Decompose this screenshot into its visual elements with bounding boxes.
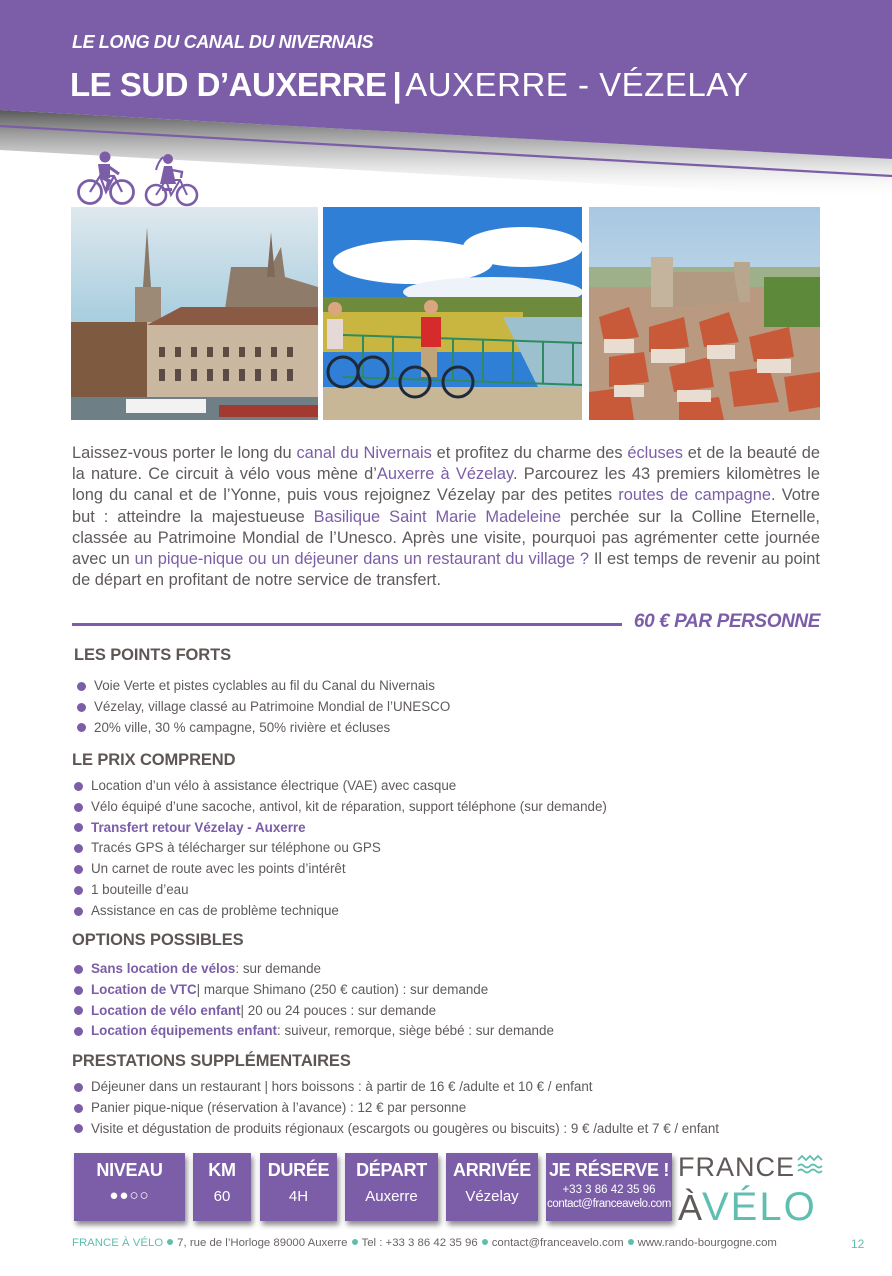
tile-value: 60 [213, 1188, 231, 1205]
tile-reservation[interactable] [546, 1153, 672, 1221]
adult-cyclist-icon [79, 152, 134, 204]
list-item [77, 718, 450, 739]
france-a-velo-logo [676, 1150, 826, 1224]
bullet-icon [74, 965, 83, 974]
bullet-icon [74, 844, 83, 853]
list-item-text: Visite et dégustation de produits régionaux (escargots ou gougères ou biscuits) : 9 € /adulte et 7 € / enfant [91, 1120, 720, 1136]
list-item-strong: Location de vélo enfant [91, 1002, 241, 1018]
bullet-icon [74, 782, 83, 791]
intro-text: Il est temps de revenir au point de départ en profitant de notre service de transfert. [72, 550, 820, 590]
bullet-icon [74, 1083, 83, 1092]
photo-vezelay [589, 207, 820, 420]
tile-label: NIVEAU [96, 1160, 163, 1180]
intro-text: . Parcourez les 43 premiers kilomètres le long du canal et de l’Yonne, puis vous rejoignez Vézelay par des petites [72, 465, 820, 505]
list-item-text: Location d’un vélo à assistance électrique (VAE) avec casque [91, 778, 457, 793]
tile-value: 4H [288, 1188, 309, 1205]
tile-km [193, 1153, 251, 1221]
list-item [74, 1021, 554, 1042]
bullet-icon [74, 886, 83, 895]
list-item [74, 818, 607, 839]
points-forts-list [77, 676, 450, 738]
price-divider [72, 623, 622, 626]
list-item [74, 1001, 554, 1022]
intro-highlight: canal du Nivernais [296, 444, 432, 462]
bullet-icon [77, 723, 86, 732]
tile-niveau [74, 1153, 185, 1221]
section-title-prestations: PRESTATIONS SUPPLÉMENTAIRES [72, 1052, 351, 1070]
intro-highlight: routes de campagne [618, 486, 771, 505]
bullet-icon [77, 682, 86, 691]
list-item-text: : suiveur, remorque, siège bébé : sur demande [277, 1023, 554, 1039]
tile-arrivee [446, 1153, 538, 1221]
page-title [70, 66, 749, 104]
list-item [77, 676, 450, 697]
list-item [74, 901, 607, 922]
tile-value: Vézelay [465, 1188, 519, 1205]
cyclist-icons [76, 150, 202, 208]
logo-text-a: À [678, 1187, 703, 1224]
tile-label: ARRIVÉE [453, 1160, 531, 1180]
photo-auxerre [71, 207, 318, 420]
intro-highlight: Basilique Saint Marie Madeleine [313, 507, 562, 526]
list-item-text: | 20 ou 24 pouces : sur demande [240, 1002, 437, 1018]
list-item [74, 1077, 719, 1098]
list-item-text: | marque Shimano (250 € caution) : sur demande [196, 981, 489, 997]
list-item [74, 959, 554, 980]
bullet-icon [74, 986, 83, 995]
list-item [77, 697, 450, 718]
list-item-strong: Location équipements enfant [91, 1023, 277, 1039]
reserve-label: JE RÉSERVE ! [548, 1160, 670, 1180]
list-item-strong: Transfert retour Vézelay - Auxerre [91, 819, 306, 835]
waves-icon [798, 1156, 822, 1173]
list-item [74, 776, 607, 797]
bullet-icon [74, 1104, 83, 1113]
section-title-options: OPTIONS POSSIBLES [72, 931, 244, 949]
intro-text: Laissez-vous porter le long du [72, 444, 297, 462]
page-kicker: LE LONG DU CANAL DU NIVERNAIS [72, 32, 374, 52]
logo-text-velo: VÉLO [702, 1185, 817, 1224]
section-title-points-forts: LES POINTS FORTS [74, 646, 231, 664]
price-per-person: 60 € PAR PERSONNE [633, 611, 820, 632]
list-item-text: 20% ville, 30 % campagne, 50% rivière et écluses [94, 719, 391, 735]
list-item-text: Un carnet de route avec les points d’intérêt [91, 861, 346, 877]
list-item [74, 980, 554, 1001]
list-item-text: : sur demande [235, 961, 321, 976]
footer-website-link[interactable]: www.rando-bourgogne.com [637, 1237, 777, 1249]
bullet-icon [74, 823, 83, 832]
list-item [74, 797, 607, 818]
list-item [74, 880, 607, 901]
footer-brand: FRANCE À VÉLO [72, 1237, 164, 1249]
intro-text: et de la beauté de la nature. Ce circuit à vélo vous mène d’ [72, 444, 820, 484]
logo-text-france: FRANCE [678, 1152, 796, 1182]
list-item-text: Vézelay, village classé au Patrimoine Mondial de l’UNESCO [94, 698, 451, 714]
list-item [74, 859, 607, 880]
title-route-name: LE SUD D’AUXERRE [70, 66, 387, 103]
list-item-text: Voie Verte et pistes cyclables au fil du Canal du Nivernais [94, 678, 435, 693]
bullet-icon [482, 1239, 488, 1245]
bullet-icon [74, 1027, 83, 1036]
bullet-icon [167, 1239, 173, 1245]
bullet-icon [74, 907, 83, 916]
tile-label: KM [208, 1160, 236, 1180]
intro-text: . Votre but : atteindre la majestueuse [72, 486, 821, 526]
section-title-prix-comprend: LE PRIX COMPREND [72, 751, 236, 769]
list-item-strong: Location de VTC [91, 981, 197, 997]
child-cyclist-icon [146, 154, 197, 205]
bullet-icon [628, 1239, 634, 1245]
tile-duree [260, 1153, 337, 1221]
tile-depart [345, 1153, 438, 1221]
list-item-text: Vélo équipé d’une sacoche, antivol, kit de réparation, support téléphone (sur demande) [91, 798, 607, 814]
list-item [74, 1098, 719, 1119]
intro-highlight: écluses [627, 444, 683, 462]
list-item-text: Assistance en cas de problème technique [91, 902, 339, 918]
list-item [74, 1119, 719, 1140]
bullet-icon [352, 1239, 358, 1245]
footer [72, 1237, 777, 1249]
bullet-icon [77, 703, 86, 712]
footer-email-link[interactable]: contact@franceavelo.com [491, 1237, 624, 1249]
bullet-icon [74, 865, 83, 874]
prix-comprend-list [74, 776, 607, 922]
intro-text: perchée sur la Colline Eternelle, classée au Patrimoine Mondial de l’Unesco. Après une visite, pourquoi pas agrémenter cette journée avec un [72, 507, 820, 569]
photo-cyclists-canal [323, 207, 582, 420]
list-item [74, 838, 607, 859]
title-route-endpoints: AUXERRE - VÉZELAY [405, 66, 749, 103]
footer-phone[interactable]: Tel : +33 3 86 42 35 96 [361, 1237, 478, 1249]
intro-highlight: un pique-nique ou un déjeuner dans un restaurant du village ? [134, 550, 589, 569]
reserve-email[interactable]: contact@franceavelo.com [547, 1198, 671, 1210]
tile-label: DÉPART [356, 1160, 427, 1180]
list-item-strong: Sans location de vélos [91, 961, 236, 976]
tile-label: DURÉE [267, 1160, 330, 1180]
list-item-text: Déjeuner dans un restaurant | hors boissons : à partir de 16 € /adulte et 10 € / enfant [91, 1079, 593, 1094]
bullet-icon [74, 1124, 83, 1133]
intro-paragraph [72, 443, 820, 591]
difficulty-dots-icon: ●●○○ [109, 1187, 150, 1204]
bullet-icon [74, 803, 83, 812]
reserve-phone[interactable]: +33 3 86 42 35 96 [562, 1184, 656, 1196]
tile-value: Auxerre [365, 1188, 418, 1205]
intro-highlight: Auxerre à Vézelay [376, 465, 513, 484]
footer-address: 7, rue de l’Horloge 89000 Auxerre [177, 1237, 348, 1249]
page-number: 12 [851, 1237, 865, 1251]
bullet-icon [74, 1006, 83, 1015]
options-list [74, 959, 554, 1042]
list-item-text: 1 bouteille d’eau [91, 881, 189, 897]
title-separator: | [392, 66, 402, 103]
intro-text: et profitez du charme des [431, 444, 628, 462]
list-item-text: Tracés GPS à télécharger sur téléphone ou GPS [91, 840, 381, 856]
prestations-list [74, 1077, 719, 1139]
list-item-text: Panier pique-nique (réservation à l’avance) : 12 € par personne [91, 1099, 467, 1115]
